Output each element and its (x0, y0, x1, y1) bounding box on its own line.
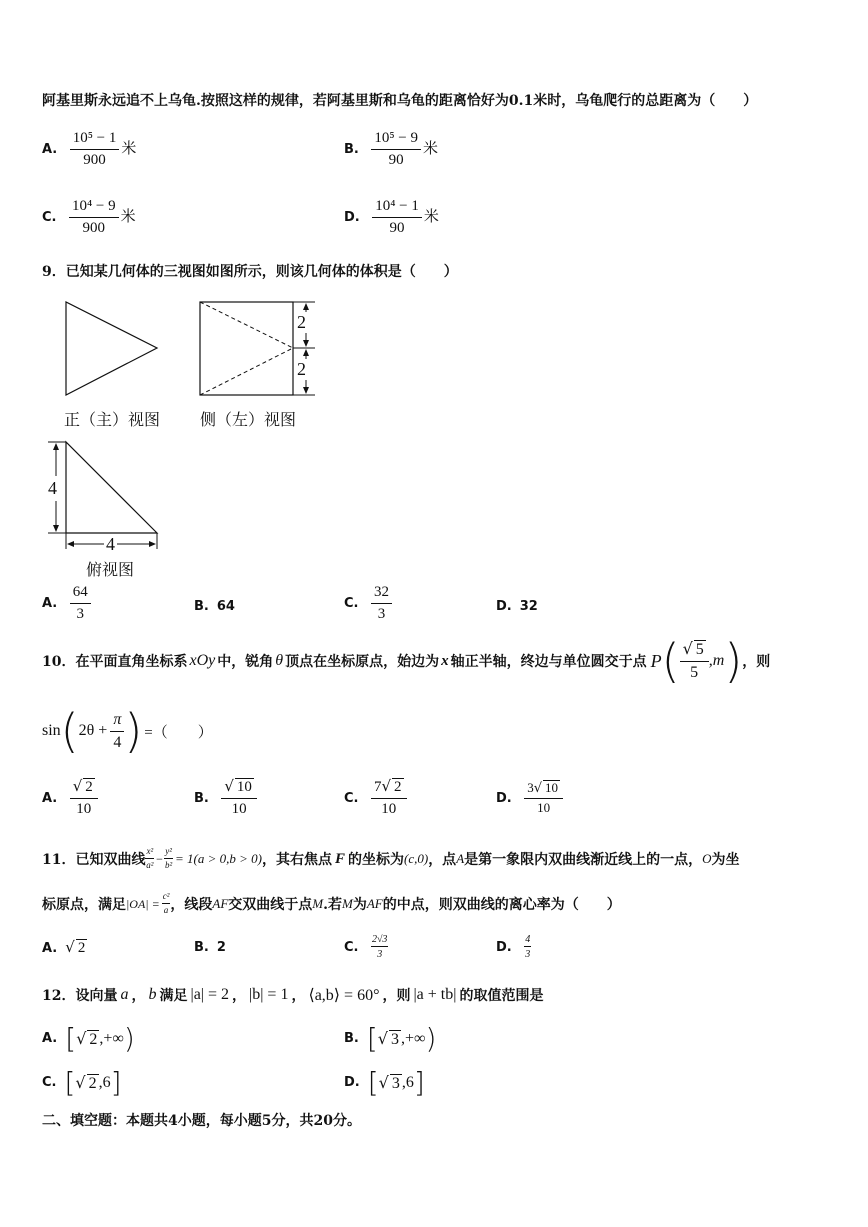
fraction-numerator: c² (162, 892, 171, 904)
side-view-caption: 侧（左）视图 (200, 410, 297, 429)
q11-F: F (334, 850, 345, 867)
three-view-figure (40, 295, 330, 585)
q10-stem-line1 (42, 634, 770, 688)
q11-text: 是第一象限内双曲线渐近线上的一点， (464, 852, 703, 868)
side-dim-top-label: 2 (297, 312, 306, 332)
vector-a: a (120, 986, 129, 1003)
q11-focus: (c,0) (404, 851, 429, 866)
interval-rest: ,6 (401, 1073, 414, 1091)
option-label: B. (194, 940, 209, 955)
q12-text: ， (131, 988, 146, 1004)
radicand: 10 (236, 779, 252, 795)
fraction-denominator: 3 (377, 605, 386, 622)
fraction-numerator: 64 (70, 584, 91, 604)
fraction-numerator: 10⁵ − 9 (371, 130, 421, 150)
unit: 米 (423, 139, 439, 157)
q11-text: 为坐 (711, 852, 740, 868)
fraction-denominator: 3 (377, 949, 383, 960)
q10-xoy: xOy (189, 652, 216, 669)
arrow-head (149, 541, 156, 547)
q11-M: M (342, 896, 353, 911)
interval-rest: ,+∞ (401, 1029, 426, 1047)
q9-option-c[interactable] (344, 584, 392, 622)
q10-theta: θ (275, 652, 284, 669)
sqrt-symbol: √ (76, 1028, 87, 1048)
q9-stem: 9．已知某几何体的三视图如图所示，则该几何体的体积是（ ） (42, 264, 458, 280)
fraction-denominator: 5 (690, 664, 699, 681)
q9-option-d[interactable] (496, 598, 538, 614)
q10-text: 中，锐角 (217, 654, 274, 670)
front-view-triangle (66, 302, 157, 395)
fraction-numerator: 10⁴ − 1 (372, 198, 422, 218)
q10-option-a[interactable] (42, 778, 98, 817)
fraction-denominator: 90 (388, 151, 404, 168)
fraction-denominator: 3 (76, 605, 84, 622)
q11-AF: AF (366, 896, 383, 911)
minus-sign: − (155, 851, 164, 866)
q11-option-b[interactable] (194, 939, 226, 955)
fraction-numerator: 32 (371, 584, 392, 604)
bracket-open: [ (65, 1022, 77, 1055)
q11-text: 11．已知双曲线 (42, 852, 146, 868)
q11-stem-line1 (42, 842, 740, 876)
bracket-open: [ (366, 1022, 378, 1055)
sqrt-symbol: √ (682, 639, 693, 659)
option-label: C. (344, 596, 359, 611)
interval-rest: ,+∞ (99, 1029, 124, 1047)
fraction-numerator: 10⁵ − 1 (70, 130, 120, 150)
unit: 米 (121, 139, 137, 157)
sqrt-symbol: √ (533, 781, 542, 796)
fraction-numerator: 4 (525, 934, 531, 945)
fraction-denominator: a² (146, 860, 154, 870)
q11-text: 为 (352, 897, 367, 913)
q10-sin: sin (42, 722, 61, 739)
q12-option-a[interactable] (42, 1022, 135, 1055)
option-label: D. (496, 790, 512, 806)
arrow-head (303, 387, 309, 394)
q11-text: ，线段 (170, 897, 213, 913)
unit: 米 (120, 207, 136, 225)
sqrt-symbol: √ (378, 1072, 389, 1092)
option-label: B. (194, 790, 209, 806)
option-label: C. (42, 1075, 57, 1090)
right-paren: ) (724, 634, 743, 688)
sqrt-symbol: √ (75, 1072, 86, 1092)
section-heading: 二、填空题：本题共4小题，每小题5分，共20分。 (42, 1113, 361, 1129)
top-view-caption: 俯视图 (86, 560, 135, 579)
q11-M: M (312, 896, 324, 911)
right-paren: ) (124, 704, 143, 758)
fraction-denominator: 3 (525, 949, 531, 960)
q10-point-p: P (650, 650, 662, 671)
q10-text: 顶点在坐标原点，始边为 (285, 654, 440, 670)
option-label: A. (42, 596, 58, 611)
arrow-head (53, 443, 59, 450)
top-dim-left-label: 4 (48, 476, 57, 501)
radicand: 3 (391, 1074, 400, 1092)
fraction-numerator: π (110, 711, 124, 732)
sqrt-symbol: √ (224, 777, 234, 795)
front-view-caption: 正（主）视图 (64, 410, 161, 429)
q12-text: 满足 (159, 988, 188, 1004)
option-value: 32 (519, 599, 538, 614)
left-paren: ( (661, 634, 680, 688)
q11-A: A (456, 851, 465, 866)
q11-text: .若 (323, 897, 343, 913)
fraction-denominator: 900 (82, 219, 106, 236)
q11-AF: AF (212, 896, 229, 911)
q11-OA: |OA| = (126, 896, 160, 911)
fraction-denominator: 10 (537, 800, 551, 816)
fraction-denominator: 10 (76, 800, 92, 817)
fraction-denominator: 4 (113, 733, 122, 751)
q11-text: 的中点，则双曲线的离心率为（ ） (382, 897, 621, 913)
option-label: D. (344, 210, 360, 225)
q9-option-b[interactable] (194, 598, 235, 614)
bracket-close: ] (413, 1066, 425, 1099)
option-label: D. (496, 940, 512, 955)
option-label: A. (42, 790, 58, 806)
coefficient: 3 (527, 780, 534, 795)
option-label: C. (344, 940, 359, 955)
radicand: 10 (544, 780, 558, 795)
option-label: B. (194, 599, 209, 614)
q11-text: 标原点，满足 (42, 897, 126, 913)
q12-stem (42, 978, 543, 1012)
radicand: 3 (391, 1030, 399, 1048)
sqrt-symbol: √ (377, 1028, 388, 1048)
q11-O: O (702, 851, 712, 866)
q8-option-c[interactable] (42, 198, 136, 236)
fraction-denominator: b² (165, 860, 173, 870)
fraction-numerator: 10⁴ − 9 (69, 198, 119, 218)
fraction-numerator: 2√3 (371, 934, 388, 945)
q9-option-a[interactable] (42, 584, 91, 622)
q12-option-d[interactable] (344, 1066, 425, 1099)
q12-cond3: ⟨a,b⟩ = 60° (308, 987, 380, 1004)
unit: 米 (423, 207, 439, 225)
fraction-denominator: 900 (83, 151, 106, 168)
option-label: B. (344, 1031, 359, 1046)
q11-option-a[interactable] (42, 938, 87, 957)
radicand: 2 (89, 1030, 98, 1048)
fraction-denominator: 90 (389, 219, 405, 236)
q10-arg: 2θ + (78, 722, 108, 739)
option-label: B. (344, 142, 359, 157)
q12-option-b[interactable] (344, 1022, 436, 1055)
bracket-open: [ (64, 1066, 76, 1099)
q10-text: ，则 (742, 654, 771, 670)
q12-cond1: |a| = 2 (190, 986, 230, 1003)
side-view-square (200, 302, 293, 395)
option-label: D. (496, 599, 512, 614)
q10-option-d[interactable] (496, 780, 563, 816)
q10-text: 10．在平面直角坐标系 (42, 654, 188, 670)
fraction-numerator: x² (145, 847, 154, 859)
sqrt-symbol: √ (72, 777, 83, 795)
q11-hyp-rest: = 1(a > 0,b > 0) (175, 851, 262, 866)
q12-option-c[interactable] (42, 1066, 122, 1099)
q11-text: ，其右焦点 (261, 852, 332, 868)
q12-text: 12．设向量 (42, 988, 118, 1004)
sqrt-symbol: √ (65, 938, 75, 956)
option-label: A. (42, 941, 58, 956)
sqrt-symbol: √ (381, 777, 391, 795)
q11-option-c[interactable] (344, 934, 388, 960)
radicand: 5 (695, 641, 704, 659)
fraction-numerator: y² (164, 847, 173, 859)
bracket-close: ) (123, 1022, 135, 1055)
arrow-head (53, 525, 59, 532)
bracket-close: ] (110, 1066, 122, 1099)
fraction-denominator: 10 (231, 800, 247, 817)
radicand: 2 (85, 779, 93, 795)
option-value: 64 (216, 599, 235, 614)
fraction-denominator: 10 (381, 800, 397, 817)
side-view-dashed-line (200, 348, 293, 395)
left-paren: ( (60, 704, 79, 758)
option-label: A. (42, 142, 58, 157)
q12-text: ， (232, 988, 247, 1004)
side-view-dashed-line (200, 302, 293, 348)
radicand: 2 (77, 940, 86, 956)
arrow-head (303, 340, 309, 347)
option-label: C. (42, 210, 57, 225)
q12-expr: |a + tb| (413, 986, 457, 1003)
q10-tail: =（ ） (144, 724, 213, 741)
q11-text: 交双曲线于点 (228, 897, 313, 913)
radicand: 2 (394, 779, 402, 795)
arrow-head (67, 541, 74, 547)
arrow-head (303, 349, 309, 356)
q8-stem: 阿基里斯永远追不上乌龟.按照这样的规律，若阿基里斯和乌龟的距离恰好为0.1米时，乌龟爬行的总距离为（ ） (42, 93, 758, 109)
bracket-close: ) (425, 1022, 437, 1055)
bracket-open: [ (367, 1066, 379, 1099)
q8-option-b[interactable] (344, 130, 438, 168)
q10-stem-line2 (42, 704, 213, 758)
q11-text: 的坐标为 (348, 852, 404, 868)
q12-text: ，则 (382, 988, 411, 1004)
option-label: A. (42, 1031, 58, 1046)
coefficient: 7 (373, 779, 382, 795)
side-dim-bottom-label: 2 (297, 359, 306, 379)
q10-m: ,m (708, 652, 725, 669)
option-value: 2 (216, 940, 226, 955)
q12-cond2: |b| = 1 (249, 986, 289, 1003)
arrow-head (303, 303, 309, 310)
q10-x: x (441, 652, 449, 669)
vector-b: b (148, 986, 157, 1003)
q12-text: 的取值范围是 (459, 988, 544, 1004)
q10-text: 轴正半轴，终边与单位圆交于点 (450, 654, 647, 670)
q11-stem-line2 (42, 887, 621, 921)
top-view-triangle (66, 442, 157, 533)
q8-option-d[interactable] (344, 198, 439, 236)
q11-text: ，点 (428, 852, 457, 868)
q10-option-c[interactable] (344, 778, 407, 817)
option-label: C. (344, 790, 359, 806)
q10-option-b[interactable] (194, 778, 257, 817)
interval-rest: ,6 (98, 1073, 111, 1091)
radicand: 2 (88, 1074, 97, 1092)
q8-option-a[interactable] (42, 130, 136, 168)
top-dim-bottom-label: 4 (106, 534, 115, 554)
option-label: D. (344, 1075, 360, 1090)
q11-option-d[interactable] (496, 934, 531, 960)
q12-text: ， (291, 988, 306, 1004)
fraction-denominator: a (163, 905, 169, 915)
